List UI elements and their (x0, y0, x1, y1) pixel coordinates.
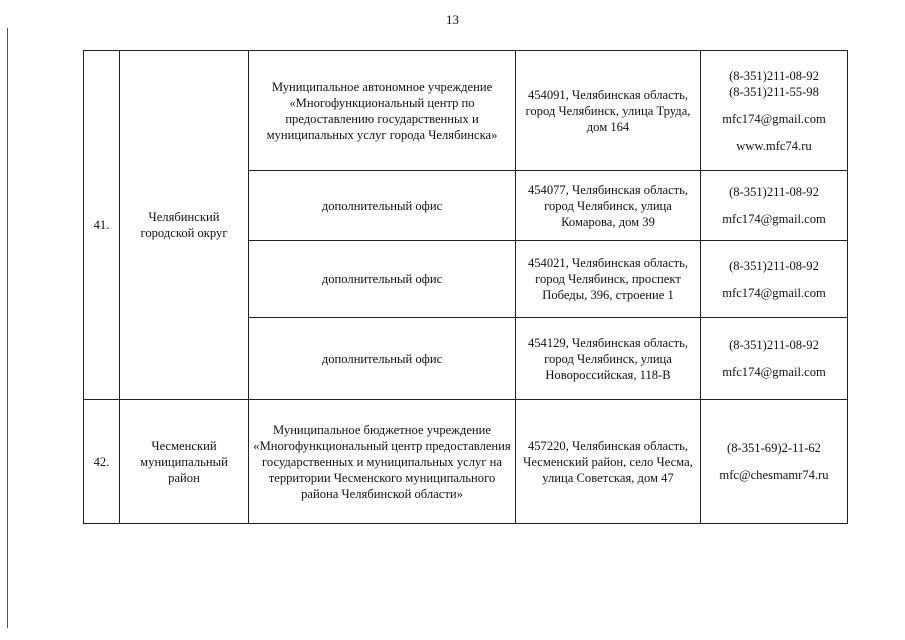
area-name: Чесменский муниципальный район (120, 400, 249, 524)
page-number: 13 (446, 12, 459, 27)
phone: (8-351)211-08-92 (729, 68, 819, 83)
email: mfc174@gmail.com (722, 285, 826, 300)
phone: (8-351-69)2-11-62 (727, 441, 821, 455)
table-row (84, 51, 848, 171)
email: mfc174@gmail.com (722, 111, 826, 126)
phone: (8-351)211-08-92 (729, 258, 819, 273)
organization-name: дополнительный офис (249, 171, 516, 241)
organization-name: Муниципальное бюджетное учреждение «Многофункциональный центр предоставления государственных и муниципальных услуг на территории Чесменского муниципального района Челябинской области» (249, 400, 516, 524)
table-row (84, 400, 848, 524)
email: mfc@chesmamr74.ru (719, 468, 829, 482)
address: 454077, Челябинская область, город Челябинск, улица Комарова, дом 39 (516, 171, 701, 241)
address: 457220, Челябинская область, Чесменский район, село Чесма, улица Советская, дом 47 (516, 400, 701, 524)
page-left-edge (7, 28, 8, 628)
address: 454091, Челябинская область, город Челябинск, улица Труда, дом 164 (516, 51, 701, 171)
phone: (8-351)211-55-98 (729, 84, 819, 99)
mfc-table (83, 50, 848, 524)
phone: (8-351)211-08-92 (729, 338, 819, 352)
address: 454021, Челябинская область, город Челябинск, проспект Победы, 396, строение 1 (516, 241, 701, 318)
contacts (701, 400, 848, 524)
email: mfc174@gmail.com (722, 212, 826, 226)
contacts (701, 51, 848, 171)
organization-name: дополнительный офис (249, 318, 516, 400)
address: 454129, Челябинская область, город Челябинск, улица Новороссийская, 118-В (516, 318, 701, 400)
area-name: Челябинский городской округ (120, 51, 249, 400)
row-number: 41. (84, 51, 120, 400)
contacts (701, 241, 848, 318)
phone: (8-351)211-08-92 (729, 185, 819, 199)
organization-name: дополнительный офис (249, 241, 516, 318)
organization-name: Муниципальное автономное учреждение «Многофункциональный центр по предоставлению государственных и муниципальных услуг города Челябинска» (249, 51, 516, 171)
contacts (701, 171, 848, 241)
row-number: 42. (84, 400, 120, 524)
contacts (701, 318, 848, 400)
website: www.mfc74.ru (736, 138, 812, 153)
email: mfc174@gmail.com (722, 365, 826, 379)
